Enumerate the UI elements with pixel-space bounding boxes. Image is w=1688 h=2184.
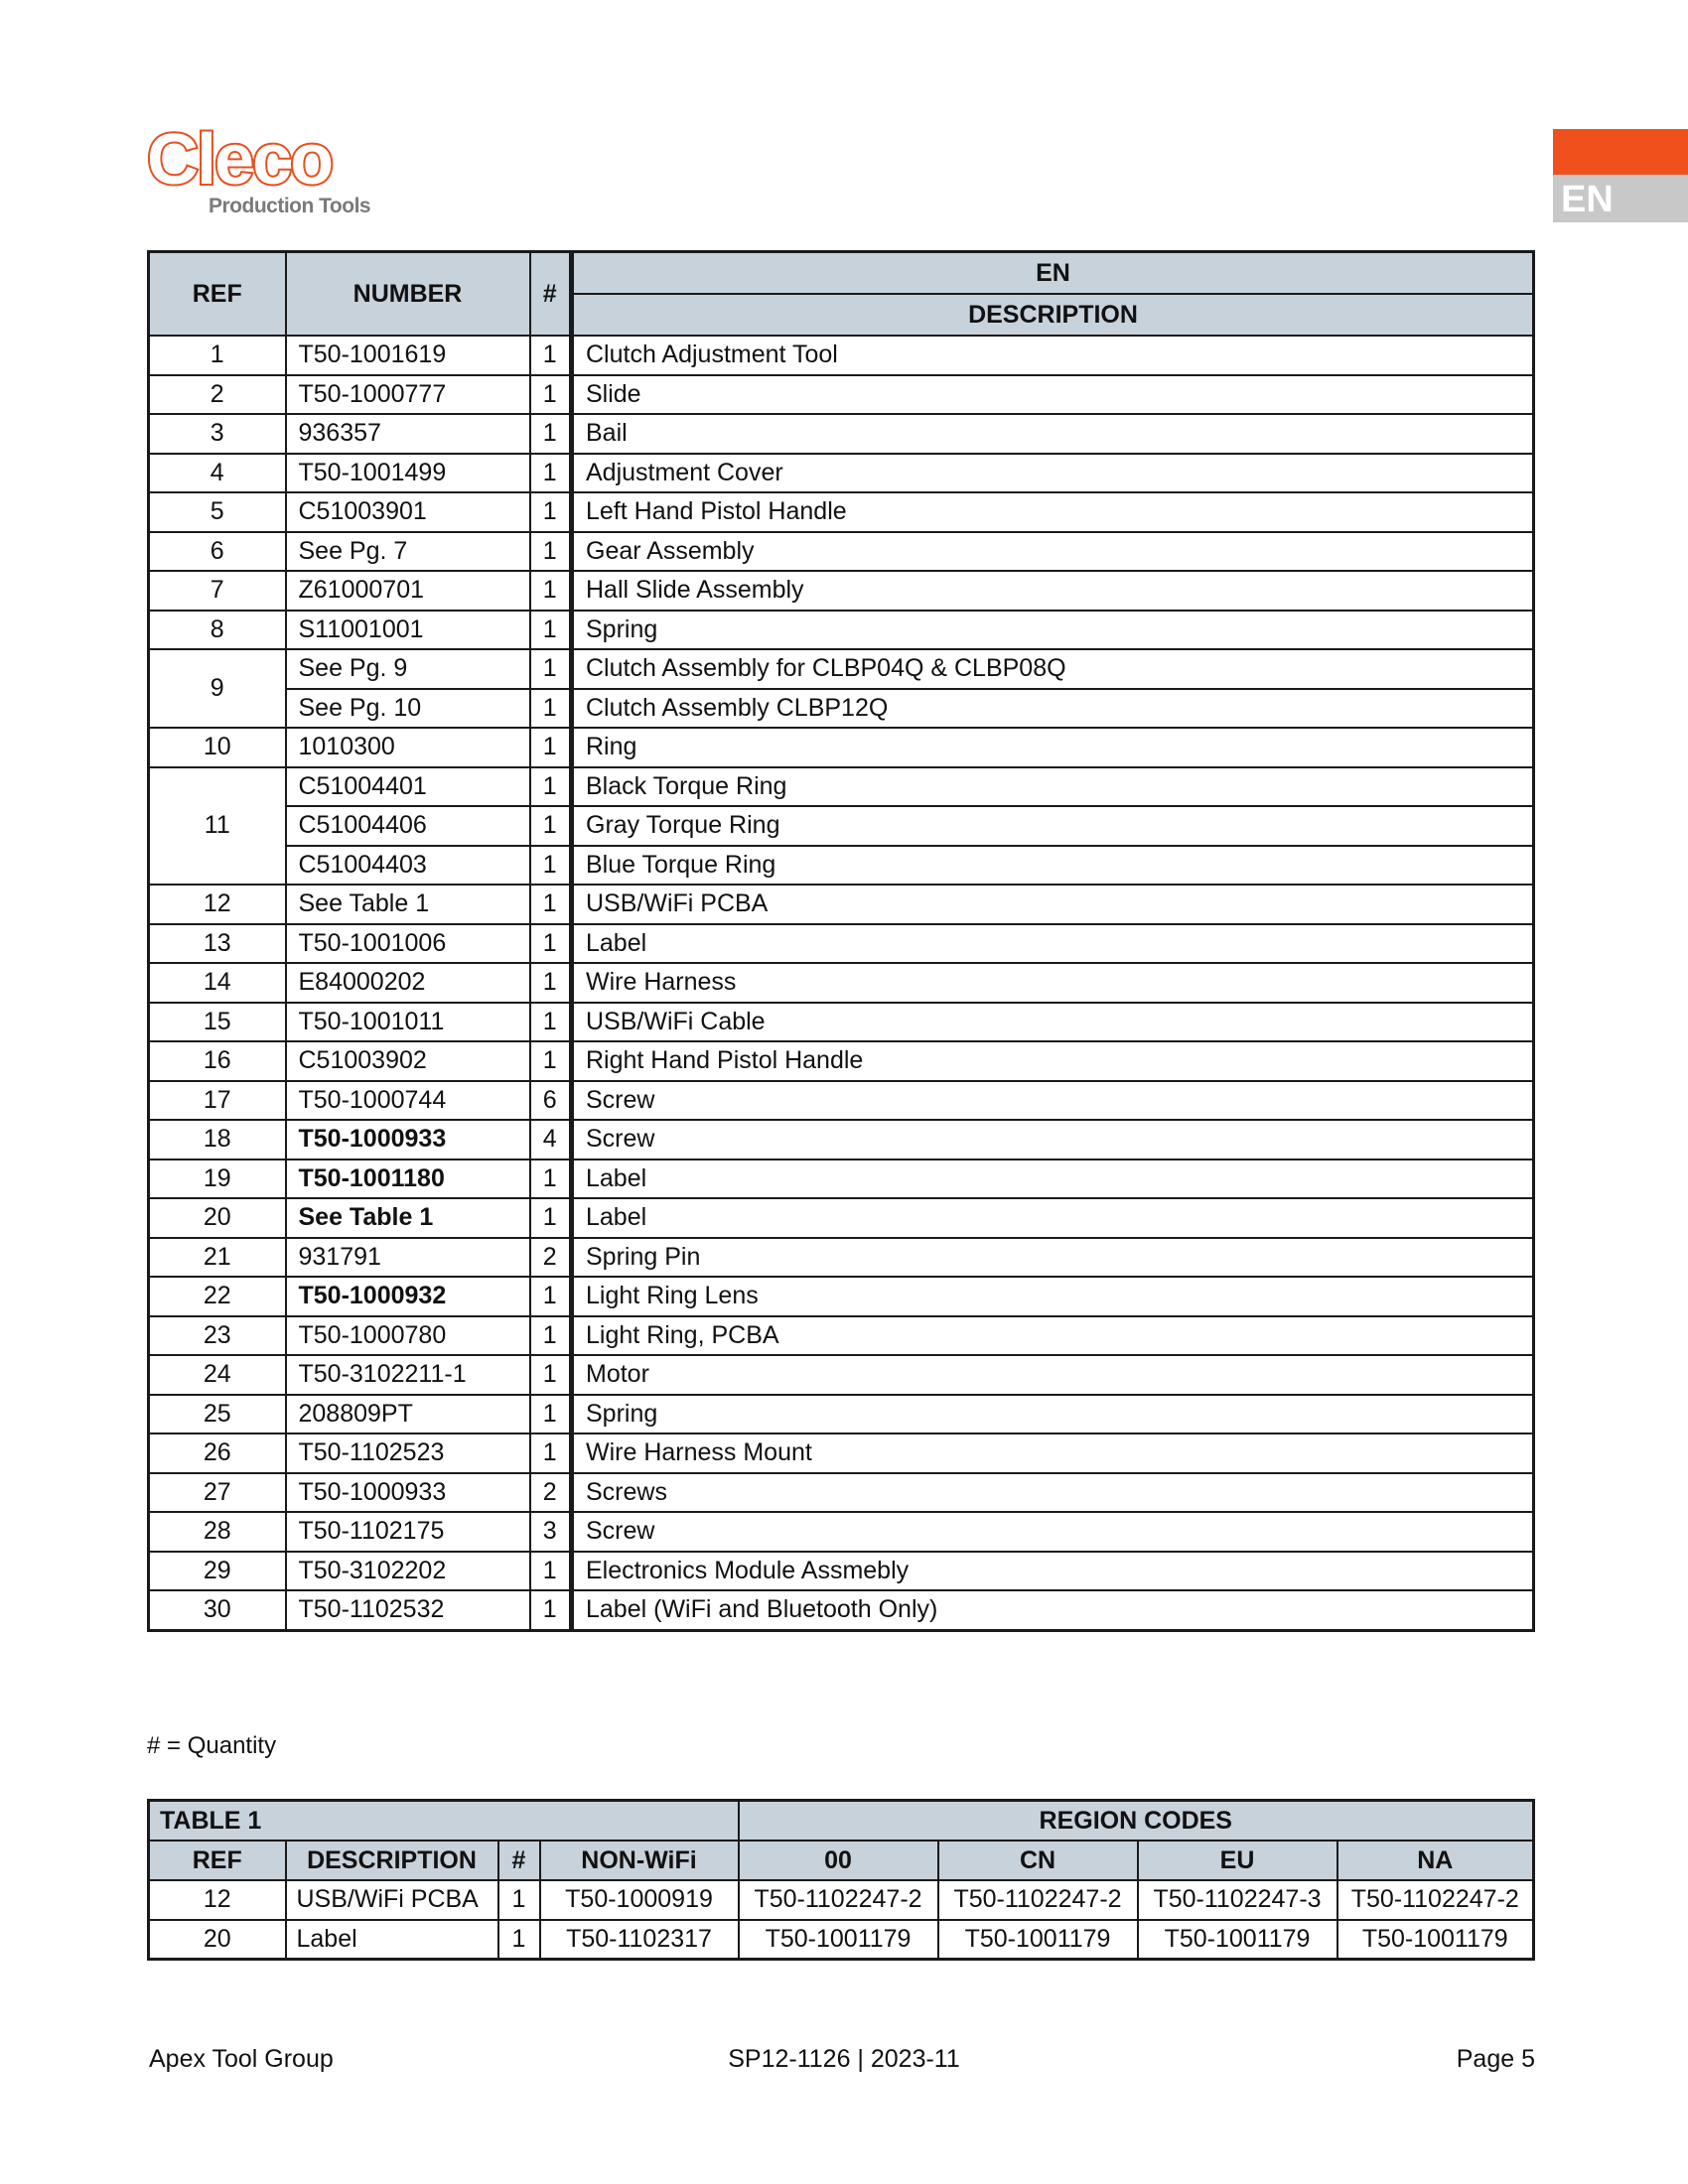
table-row — [149, 1395, 1534, 1434]
table-row — [149, 1920, 1534, 1960]
quantity-cell: 1 — [530, 1355, 572, 1395]
table-1-cell: T50-1102247-3 — [1138, 1880, 1337, 1920]
ref-cell: 6 — [149, 532, 286, 572]
ref-cell: 25 — [149, 1395, 286, 1434]
table-row — [149, 1433, 1534, 1473]
ref-cell: 12 — [149, 885, 286, 924]
part-number-cell: Z61000701 — [286, 571, 530, 611]
table-1-cell: 1 — [498, 1880, 540, 1920]
quantity-cell: 1 — [530, 414, 572, 454]
ref-cell: 9 — [149, 649, 286, 728]
description-cell: Ring — [572, 728, 1534, 767]
table-row — [149, 375, 1534, 415]
ref-cell: 28 — [149, 1512, 286, 1552]
description-cell: Label — [572, 924, 1534, 964]
table-1-cell: T50-1102247-2 — [739, 1880, 938, 1920]
ref-cell: 23 — [149, 1316, 286, 1356]
description-cell: Wire Harness Mount — [572, 1433, 1534, 1473]
quantity-cell: 1 — [530, 963, 572, 1003]
description-cell: Blue Torque Ring — [572, 846, 1534, 886]
description-cell: Slide — [572, 375, 1534, 415]
quantity-cell: 1 — [530, 492, 572, 532]
table-row — [149, 414, 1534, 454]
ref-cell: 26 — [149, 1433, 286, 1473]
table-1-cell: 12 — [149, 1880, 286, 1920]
quantity-cell: 4 — [530, 1120, 572, 1160]
quantity-cell: 1 — [530, 924, 572, 964]
description-cell: USB/WiFi Cable — [572, 1003, 1534, 1042]
ref-cell: 29 — [149, 1552, 286, 1591]
part-number-cell: T50-1001499 — [286, 454, 530, 493]
description-cell: Screw — [572, 1120, 1534, 1160]
ref-cell: 10 — [149, 728, 286, 767]
language-tab-accent — [1553, 129, 1688, 175]
part-number-cell: T50-1001180 — [286, 1160, 530, 1199]
description-cell: Screw — [572, 1081, 1534, 1121]
table-row — [149, 1003, 1534, 1042]
table-row — [149, 1590, 1534, 1630]
description-cell: Motor — [572, 1355, 1534, 1395]
ref-cell: 17 — [149, 1081, 286, 1121]
quantity-cell: 1 — [530, 1003, 572, 1042]
ref-cell: 27 — [149, 1473, 286, 1513]
ref-cell: 8 — [149, 611, 286, 650]
quantity-cell: 1 — [530, 1198, 572, 1238]
part-number-cell: T50-1000780 — [286, 1316, 530, 1356]
table-row — [149, 767, 1534, 807]
quantity-cell: 1 — [530, 689, 572, 729]
ref-cell: 5 — [149, 492, 286, 532]
description-cell: Wire Harness — [572, 963, 1534, 1003]
header-ref: REF — [149, 252, 286, 337]
quantity-cell: 1 — [530, 375, 572, 415]
description-cell: Label — [572, 1198, 1534, 1238]
description-cell: Black Torque Ring — [572, 767, 1534, 807]
table-row — [149, 1198, 1534, 1238]
description-cell: Light Ring, PCBA — [572, 1316, 1534, 1356]
part-number-cell: 936357 — [286, 414, 530, 454]
table-1-column-header: NON-WiFi — [540, 1841, 739, 1880]
quantity-cell: 1 — [530, 649, 572, 689]
description-cell: Hall Slide Assembly — [572, 571, 1534, 611]
quantity-cell: 3 — [530, 1512, 572, 1552]
quantity-cell: 1 — [530, 1395, 572, 1434]
table-row — [149, 649, 1534, 689]
description-cell: Bail — [572, 414, 1534, 454]
header-number: NUMBER — [286, 252, 530, 337]
footer-doc-id-text: SP12-1126 | 2023-11 — [728, 2045, 960, 2073]
table-row — [149, 846, 1534, 886]
ref-cell: 16 — [149, 1041, 286, 1081]
table-row — [149, 532, 1534, 572]
table-row — [149, 1120, 1534, 1160]
table-1-column-header: REF — [149, 1841, 286, 1880]
part-number-cell: See Table 1 — [286, 885, 530, 924]
table-row — [149, 1277, 1534, 1316]
quantity-cell: 2 — [530, 1238, 572, 1278]
part-number-cell: T50-1001006 — [286, 924, 530, 964]
quantity-cell: 1 — [530, 1433, 572, 1473]
description-cell: Clutch Assembly CLBP12Q — [572, 689, 1534, 729]
table-1-cell: Label — [286, 1920, 498, 1960]
logo-wordmark: Cleco — [147, 120, 333, 200]
table-row — [149, 1552, 1534, 1591]
table-1-column-header: 00 — [739, 1841, 938, 1880]
table-row — [149, 1512, 1534, 1552]
ref-cell: 20 — [149, 1198, 286, 1238]
cleco-logo — [147, 120, 385, 218]
table-1-cell: T50-1001179 — [938, 1920, 1138, 1960]
ref-cell: 18 — [149, 1120, 286, 1160]
parts-table — [147, 250, 1535, 1632]
ref-cell: 1 — [149, 336, 286, 375]
quantity-cell: 1 — [530, 1590, 572, 1630]
table-1-cell: 1 — [498, 1920, 540, 1960]
language-tab — [1553, 129, 1688, 222]
table-1-column-header: NA — [1337, 1841, 1534, 1880]
ref-cell: 15 — [149, 1003, 286, 1042]
part-number-cell: T50-1102523 — [286, 1433, 530, 1473]
ref-cell: 30 — [149, 1590, 286, 1630]
ref-cell: 21 — [149, 1238, 286, 1278]
description-cell: Electronics Module Assmebly — [572, 1552, 1534, 1591]
table-row — [149, 1160, 1534, 1199]
description-cell: Spring Pin — [572, 1238, 1534, 1278]
description-cell: Left Hand Pistol Handle — [572, 492, 1534, 532]
part-number-cell: See Pg. 9 — [286, 649, 530, 689]
table-row — [149, 1880, 1534, 1920]
quantity-cell: 1 — [530, 1160, 572, 1199]
table-1-cell: T50-1001179 — [1138, 1920, 1337, 1960]
part-number-cell: T50-1001011 — [286, 1003, 530, 1042]
ref-cell: 14 — [149, 963, 286, 1003]
description-cell: Label (WiFi and Bluetooth Only) — [572, 1590, 1534, 1630]
footer-page-number: Page 5 — [1456, 2045, 1535, 2073]
description-cell: USB/WiFi PCBA — [572, 885, 1534, 924]
quantity-cell: 1 — [530, 728, 572, 767]
part-number-cell: 1010300 — [286, 728, 530, 767]
language-code: EN — [1553, 175, 1688, 222]
part-number-cell: T50-3102202 — [286, 1552, 530, 1591]
part-number-cell: C51004406 — [286, 806, 530, 846]
table-1-cell: T50-1001179 — [739, 1920, 938, 1960]
table-1-cell: T50-1000919 — [540, 1880, 739, 1920]
part-number-cell: See Pg. 7 — [286, 532, 530, 572]
part-number-cell: C51004403 — [286, 846, 530, 886]
table-1-cell: T50-1102247-2 — [1337, 1880, 1534, 1920]
ref-cell: 2 — [149, 375, 286, 415]
description-cell: Light Ring Lens — [572, 1277, 1534, 1316]
description-cell: Gear Assembly — [572, 532, 1534, 572]
table-1-column-header: CN — [938, 1841, 1138, 1880]
description-cell: Spring — [572, 1395, 1534, 1434]
table-row — [149, 1316, 1534, 1356]
table-1-cell: 20 — [149, 1920, 286, 1960]
quantity-cell: 1 — [530, 1316, 572, 1356]
part-number-cell: T50-1102175 — [286, 1512, 530, 1552]
table-row — [149, 571, 1534, 611]
table-row — [149, 454, 1534, 493]
part-number-cell: 208809PT — [286, 1395, 530, 1434]
table-row — [149, 924, 1534, 964]
part-number-cell: C51003901 — [286, 492, 530, 532]
description-cell: Adjustment Cover — [572, 454, 1534, 493]
footer-company: Apex Tool Group — [149, 2045, 334, 2073]
quantity-cell: 1 — [530, 767, 572, 807]
part-number-cell: T50-1102532 — [286, 1590, 530, 1630]
ref-cell: 4 — [149, 454, 286, 493]
ref-cell: 22 — [149, 1277, 286, 1316]
part-number-cell: See Table 1 — [286, 1198, 530, 1238]
table-1-cell: T50-1102317 — [540, 1920, 739, 1960]
description-cell: Screw — [572, 1512, 1534, 1552]
quantity-cell: 2 — [530, 1473, 572, 1513]
quantity-cell: 1 — [530, 1041, 572, 1081]
table-row — [149, 728, 1534, 767]
table-1-cell: USB/WiFi PCBA — [286, 1880, 498, 1920]
description-cell: Label — [572, 1160, 1534, 1199]
ref-cell: 3 — [149, 414, 286, 454]
part-number-cell: S11001001 — [286, 611, 530, 650]
part-number-cell: See Pg. 10 — [286, 689, 530, 729]
header-language: EN — [572, 252, 1534, 295]
logo-subtitle: Production Tools — [209, 195, 371, 217]
quantity-cell: 1 — [530, 1552, 572, 1591]
ref-cell: 11 — [149, 767, 286, 886]
quantity-cell: 1 — [530, 532, 572, 572]
table-row — [149, 1473, 1534, 1513]
table-1 — [147, 1799, 1535, 1961]
ref-cell: 7 — [149, 571, 286, 611]
table-row — [149, 963, 1534, 1003]
part-number-cell: T50-1000933 — [286, 1120, 530, 1160]
table-row — [149, 806, 1534, 846]
part-number-cell: E84000202 — [286, 963, 530, 1003]
region-codes-header: REGION CODES — [739, 1801, 1534, 1842]
quantity-cell: 1 — [530, 885, 572, 924]
part-number-cell: T50-1001619 — [286, 336, 530, 375]
quantity-cell: 1 — [530, 336, 572, 375]
table-row — [149, 492, 1534, 532]
header-qty: # — [530, 252, 572, 337]
part-number-cell: 931791 — [286, 1238, 530, 1278]
ref-cell: 19 — [149, 1160, 286, 1199]
table-row — [149, 1081, 1534, 1121]
part-number-cell: T50-1000932 — [286, 1277, 530, 1316]
table-row — [149, 1238, 1534, 1278]
table-row — [149, 1355, 1534, 1395]
table-1-column-header: EU — [1138, 1841, 1337, 1880]
quantity-cell: 1 — [530, 806, 572, 846]
description-cell: Spring — [572, 611, 1534, 650]
table-1-title: TABLE 1 — [149, 1801, 739, 1842]
quantity-cell: 1 — [530, 454, 572, 493]
part-number-cell: T50-1000777 — [286, 375, 530, 415]
description-cell: Gray Torque Ring — [572, 806, 1534, 846]
quantity-cell: 6 — [530, 1081, 572, 1121]
table-1-column-header: DESCRIPTION — [286, 1841, 498, 1880]
description-cell: Clutch Adjustment Tool — [572, 336, 1534, 375]
part-number-cell: C51004401 — [286, 767, 530, 807]
table-1-column-header: # — [498, 1841, 540, 1880]
quantity-cell: 1 — [530, 571, 572, 611]
table-row — [149, 885, 1534, 924]
part-number-cell: T50-1000933 — [286, 1473, 530, 1513]
part-number-cell: C51003902 — [286, 1041, 530, 1081]
part-number-cell: T50-3102211-1 — [286, 1355, 530, 1395]
description-cell: Screws — [572, 1473, 1534, 1513]
part-number-cell: T50-1000744 — [286, 1081, 530, 1121]
header-description: DESCRIPTION — [572, 294, 1534, 336]
quantity-note: # = Quantity — [147, 1732, 277, 1759]
footer-doc-id — [0, 2045, 1688, 2074]
quantity-cell: 1 — [530, 846, 572, 886]
table-row — [149, 1041, 1534, 1081]
quantity-cell: 1 — [530, 1277, 572, 1316]
table-row — [149, 611, 1534, 650]
ref-cell: 13 — [149, 924, 286, 964]
table-row — [149, 689, 1534, 729]
table-1-cell: T50-1001179 — [1337, 1920, 1534, 1960]
table-1-cell: T50-1102247-2 — [938, 1880, 1138, 1920]
ref-cell: 24 — [149, 1355, 286, 1395]
quantity-cell: 1 — [530, 611, 572, 650]
description-cell: Clutch Assembly for CLBP04Q & CLBP08Q — [572, 649, 1534, 689]
description-cell: Right Hand Pistol Handle — [572, 1041, 1534, 1081]
table-row — [149, 336, 1534, 375]
